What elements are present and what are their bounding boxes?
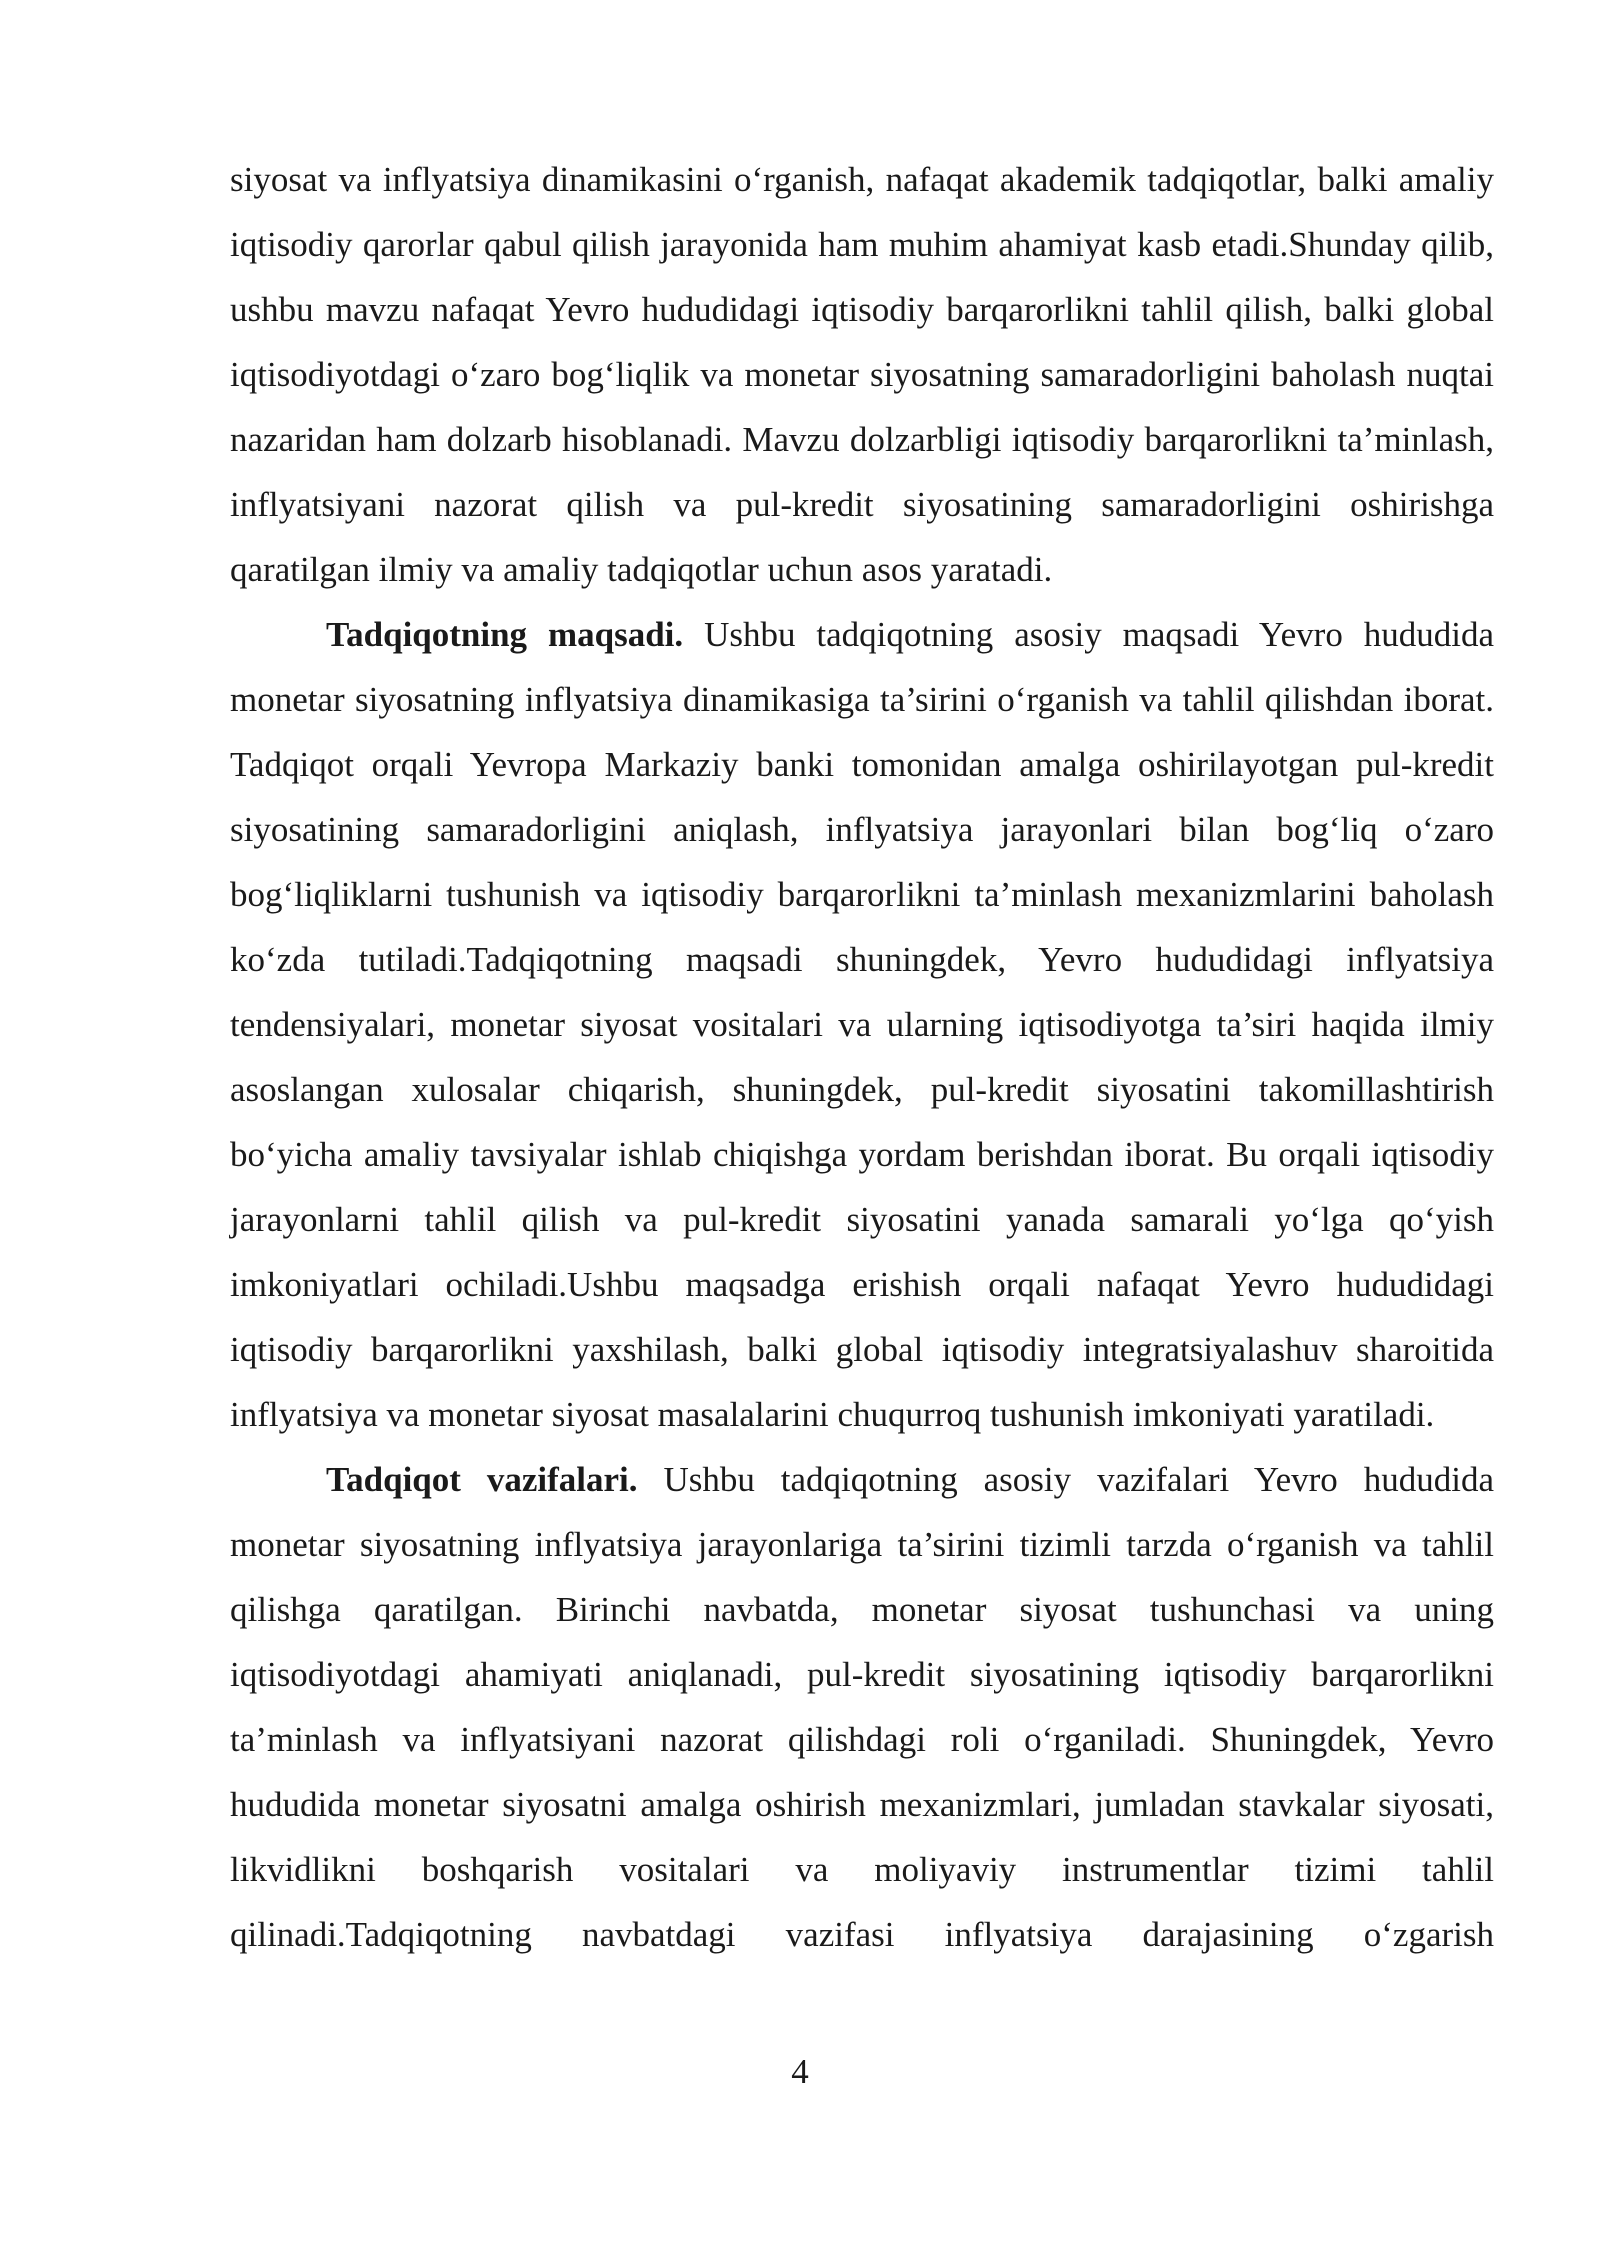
research-tasks-text: Ushbu tadqiqotning asosiy vazifalari Yevro hududida monetar siyosatning inflyatsiya jarayonlariga ta’sirini tizimli tarzda o‘rganish va tahlil qilishga qaratilgan. Birinchi navbatda, monetar siyosat tushunchasi va uning iqtisodiyotdagi ahamiyati aniqlanadi, pul-kredit siyosatining iqtisodiy barqarorlikni ta’minlash va inflyatsiyani nazorat qilishdagi roli o‘rganiladi. Shuningdek, Yevro hududida monetar siyosatni amalga oshirish mexanizmlari, jumladan stavkalar siyosati, likvidlikni boshqarish vositalari va moliyaviy instrumentlar tizimi tahlil qilinadi.Tadqiqotning navbatdagi vazifasi inflyatsiya darajasining o‘zgarish — [230, 1460, 1494, 1954]
paragraph-relevance: siyosat va inflyatsiya dinamikasini o‘rganish, nafaqat akademik tadqiqotlar, balki amaliy iqtisodiy qarorlar qabul qilish jarayonida ham muhim ahamiyat kasb etadi.Shunday qilib, ushbu mavzu nafaqat Yevro hududidagi iqtisodiy barqarorlikni tahlil qilish, balki global iqtisodiyotdagi o‘zaro bog‘liqlik va monetar siyosatning samaradorligini baholash nuqtai nazaridan ham dolzarb hisoblanadi. Mavzu dolzarbligi iqtisodiy barqarorlikni ta’minlash, inflyatsiyani nazorat qilish va pul-kredit siyosatining samaradorligini oshirishga qaratilgan ilmiy va amaliy tadqiqotlar uchun asos yaratadi. — [230, 160, 1494, 589]
research-goal-text: Ushbu tadqiqotning asosiy maqsadi Yevro hududida monetar siyosatning inflyatsiya dinamikasiga ta’sirini o‘rganish va tahlil qilishdan iborat. Tadqiqot orqali Yevropa Markaziy banki tomonidan amalga oshirilayotgan pul-kredit siyosatining samaradorligini aniqlash, inflyatsiya jarayonlari bilan bog‘liq o‘zaro bog‘liqliklarni tushunish va iqtisodiy barqarorlikni ta’minlash mexanizmlarini baholash ko‘zda tutiladi.Tadqiqotning maqsadi shuningdek, Yevro hududidagi inflyatsiya tendensiyalari, monetar siyosat vositalari va ularning iqtisodiyotga ta’siri haqida ilmiy asoslangan xulosalar chiqarish, shuningdek, pul-kredit siyosatini takomillashtirish bo‘yicha amaliy tavsiyalar ishlab chiqishga yordam berishdan iborat. Bu orqali iqtisodiy jarayonlarni tahlil qilish va pul-kredit siyosatini yanada samarali yo‘lga qo‘yish imkoniyatlari ochiladi.Ushbu maqsadga erishish orqali nafaqat Yevro hududidagi iqtisodiy barqarorlikni yaxshilash, balki global iqtisodiy integratsiyalashuv sharoitida inflyatsiya va monetar siyosat masalalarini chuqurroq tushunish imkoniyati yaratiladi. — [230, 615, 1494, 1434]
page-number: 4 — [791, 2052, 809, 2091]
paragraph-research-tasks — [230, 1447, 1494, 1967]
research-tasks-heading: Tadqiqot vazifalari. — [326, 1460, 638, 1499]
document-page — [230, 147, 1494, 1967]
paragraph-research-goal — [230, 602, 1494, 1447]
research-goal-heading: Tadqiqotning maqsadi. — [326, 615, 684, 654]
